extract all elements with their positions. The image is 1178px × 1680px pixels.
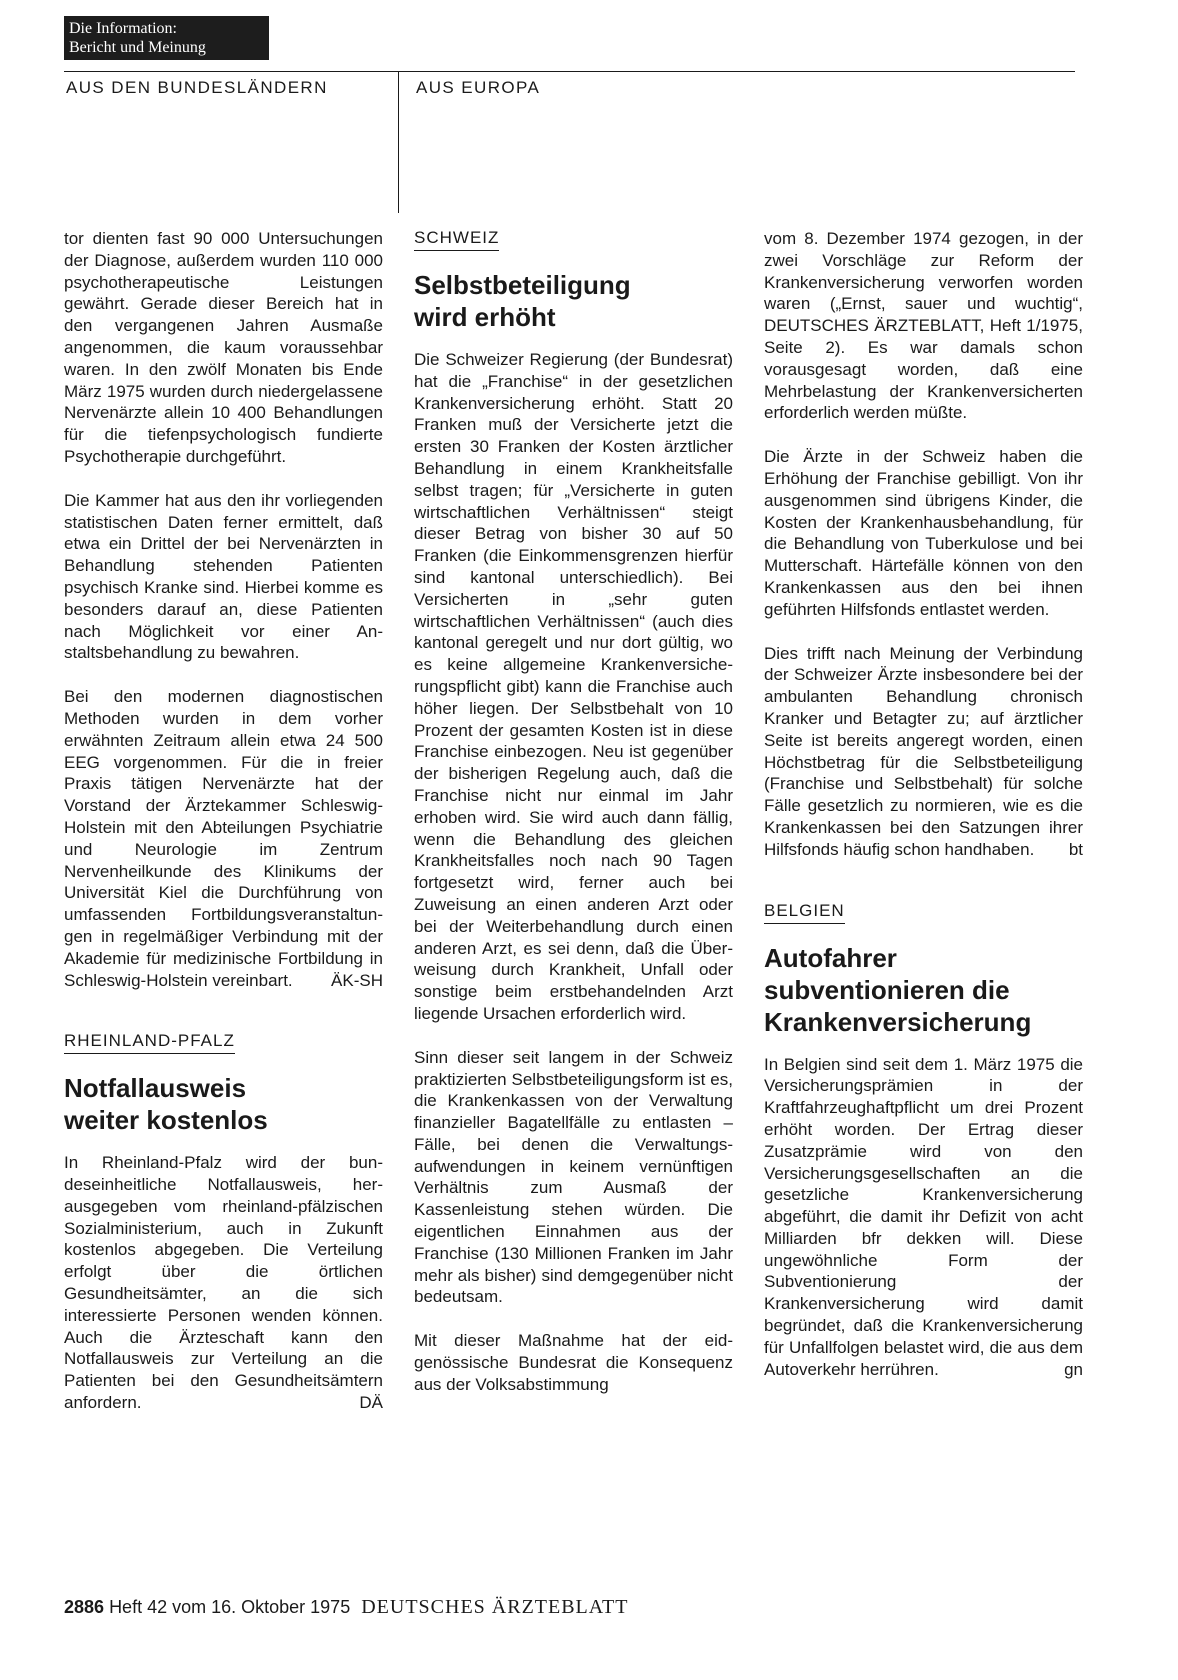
brand-line-1: Die Information: (69, 20, 177, 37)
section-label-europa: AUS EUROPA (416, 78, 541, 97)
article-paragraph: Die Ärzte in der Schweiz haben die Erhöhung der Franchise gebilligt. Von ihr ausgenommen sind übrigens Kinder, die Kosten der Krankenhausbehandlung, für die Behandlung von Tuberkulose und bei Mutterschaft. Härtefälle können von den Krankenkassen aus den bei ihnen geführten Hilfsfonds entlastet werden. (764, 447, 1083, 619)
headline-line: Selbstbeteiligung (414, 270, 631, 300)
headline-line: Autofahrer (764, 942, 897, 973)
author-signature: bt (1068, 839, 1083, 859)
section-label-bundeslaender: AUS DEN BUNDESLÄNDERN (66, 78, 328, 97)
header-divider (398, 71, 399, 213)
headline-line: weiter kostenlos (64, 1105, 268, 1136)
article-headline (414, 269, 733, 333)
article-paragraph: Die Kammer hat aus den ihr vorliegenden statistischen Daten ferner ermittelt, daß etwa ein Drittel der bei Nervenärzten in Behandlung stehenden Patienten psychisch Kranke sind. Hierbei komme es besonders darauf an, diese Patienten nach Möglichkeit vor einer Anstaltsbehandlung zu bewahren. (64, 490, 383, 663)
author-signature: ÄK-SH (331, 970, 383, 990)
region-kicker-schweiz: SCHWEIZ (414, 228, 499, 251)
headline-line: subventionieren die (764, 974, 1010, 1005)
page-number: 2886 (64, 1597, 105, 1617)
article-paragraph (764, 1054, 1083, 1381)
paragraph-text: Bei den modernen diagnostischen Methoden wurden in dem vorher erwähnten Zeitraum allein etwa 24 500 EEG vorgenommen. Für die in freier Praxis tätigen Nervenärzte hat der Vorstand der Ärztekammer Schleswig-Holstein mit den Abteilungen Psychiatrie und Neurologie im Zentrum Nervenheilkunde des Klinikums der Universität Kiel die Durchführung von umfassenden Fortbildungsveranstaltungen in regelmäßiger Verbindung mit der Akademie für medizinische Fortbildung in Schleswig-Holstein vereinbart. (64, 687, 383, 990)
column-2 (414, 228, 733, 1418)
article-paragraph: Mit dieser Maßnahme hat der eidgenössische Bundesrat die Konsequenz aus der Volksabstimmung (414, 1331, 733, 1394)
headline-line: Notfallausweis (64, 1073, 247, 1104)
header-rule (64, 71, 1075, 72)
paragraph-text: In Rheinland-Pfalz wird der bundeseinheitliche Notfallausweis, herausgegeben vom rheinland-pfälzischen Sozialministerium, auch in Zukunft kostenlos abgegeben. Die Verteilung erfolgt über die örtlichen Gesundheitsämter, an die sich interessierte Personen wenden können. Auch die Ärzteschaft kann den Notfallausweis zur Verteilung an die Patienten bei den Gesundheitsämtern anfordern. (64, 1153, 383, 1413)
paragraph-text: Dies trifft nach Meinung der Verbindung der Schweizer Ärzte insbesondere bei der ambulanten Behandlung chronisch Kranker und Betagter zu; auf ärztlicher Seite ist bereits angeregt worden, einen Höchstbetrag für die Selbstbeteiligung (Franchise und Selbstbehalt) für solche Fälle gesetzlich zu normieren, wie es die Krankenkassen bei den Satzungen ihrer Hilfsfonds häufig schon handhaben. (764, 643, 1083, 859)
article-paragraph (64, 1152, 383, 1414)
publication-brand-box (64, 16, 269, 60)
column-3 (764, 228, 1083, 1402)
page-footer (64, 1596, 628, 1619)
article-paragraph: tor dienten fast 90 000 Untersuchungen der Diagnose, außerdem wurden 110 000 psychotherapeutische Leistungen gewährt. Gerade dieser Bereich hat in den vergangenen Jahren Ausmaße angenommen, die kaum voraussehbar waren. In den zwölf Monaten bis Ende März 1975 wurden durch niedergelassene Nervenärzte allein 10 400 Behandlungen für die tiefenpsychologisch fundierte Psychotherapie durchgeführt. (64, 229, 383, 466)
article-paragraph (64, 686, 383, 991)
article-paragraph: Die Schweizer Regierung (der Bundesrat) hat die „Franchise“ in der gesetzlichen Krankenversicherung erhöht. Statt 20 Franken muß der Versicherte jetzt die ersten 30 Franken der Kosten ärztlicher Behandlung in einem Krankheitsfalle selbst tragen; für „Versicherte in guten wirtschaftlichen Verhältnissen“ steigt dieser Betrag von bisher 30 auf 50 Franken (die Einkommensgrenzen hierfür sind kantonal unterschiedlich). Bei Versicherten in „sehr guten wirtschaftlichen Verhältnissen“ (auch dies kantonal geregelt und nur dort gültig, wo es keine allgemeine Krankenversicherungspflicht gibt) kann die Franchise auch höher liegen. Der Selbstbehalt von 10 Prozent der gesamten Kosten ist in diese Franchise einbezogen. Neu ist gegenüber der bisherigen Regelung auch, daß die Franchise nicht nur einmal im Jahr erhoben wird. Sie wird auch dann fällig, wenn die Behandlung des gleichen Krankheitsfalles noch nach 90 Tagen fortgesetzt wird, ferner auch bei Zuweisung an einen anderen Arzt oder bei der Weiterbehandlung durch einen anderen Arzt, es sei denn, daß die Überweisung durch Krankheit, Unfall oder sonstige beim erstbehandelnden Arzt liegende Ursachen erforderlich wird. (414, 350, 733, 1023)
column-1 (64, 228, 383, 1436)
region-kicker-rheinland-pfalz: RHEINLAND-PFALZ (64, 1031, 235, 1054)
paragraph-text: In Belgien sind seit dem 1. März 1975 die Versicherungsprämien in der Kraftfahrzeughaftpflicht um drei Prozent erhöht worden. Der Ertrag dieser Zusatzprämie wird von den Versicherungsgesellschaften an die gesetzliche Krankenversicherung abgeführt, die damit ihr Defizit von acht Milliarden bfr dekken will. Diese ungewöhnliche Form der Subventionierung der Krankenversicherung wird damit begründet, daß die Krankenversicherung für Unfallfolgen belastet wird, die aus dem Autoverkehr herrühren. (764, 1054, 1083, 1379)
journal-title: DEUTSCHES ÄRZTEBLATT (361, 1596, 629, 1618)
issue-info: Heft 42 vom 16. Oktober 1975 (109, 1597, 351, 1617)
author-signature: gn (1064, 1359, 1083, 1379)
brand-line-2: Bericht und Meinung (69, 39, 206, 56)
headline-line: wird erhöht (414, 302, 556, 332)
author-signature: DÄ (359, 1393, 383, 1413)
article-paragraph (764, 643, 1083, 861)
region-kicker-belgien: BELGIEN (764, 901, 845, 924)
article-headline (764, 942, 1083, 1038)
article-paragraph: vom 8. Dezember 1974 gezogen, in der zwei Vorschläge zur Reform der Krankenversicherung verworfen worden waren („Ernst, sauer und wuchtig“, DEUTSCHES ÄRZTEBLATT, Heft 1/1975, Seite 2). Es war damals schon vorausgesagt worden, daß eine Mehrbelastung der Krankenversicherten erforderlich werden müßte. (764, 229, 1083, 423)
headline-line: Krankenversicherung (764, 1006, 1032, 1037)
article-headline (64, 1072, 383, 1136)
article-paragraph: Sinn dieser seit langem in der Schweiz praktizierten Selbstbeteiligungsform ist es, die Krankenkassen von der Verwaltung finanzieller Bagatellfälle zu entlasten – Fälle, bei denen die Verwaltungsaufwendungen in keinem vernünftigen Verhältnis zum Ausmaß der Kassenleistung stehen würden. Die eigentlichen Einnahmen aus der Franchise (130 Millionen Franken im Jahr mehr als bisher) sind demgegenüber nicht bedeutsam. (414, 1047, 733, 1307)
